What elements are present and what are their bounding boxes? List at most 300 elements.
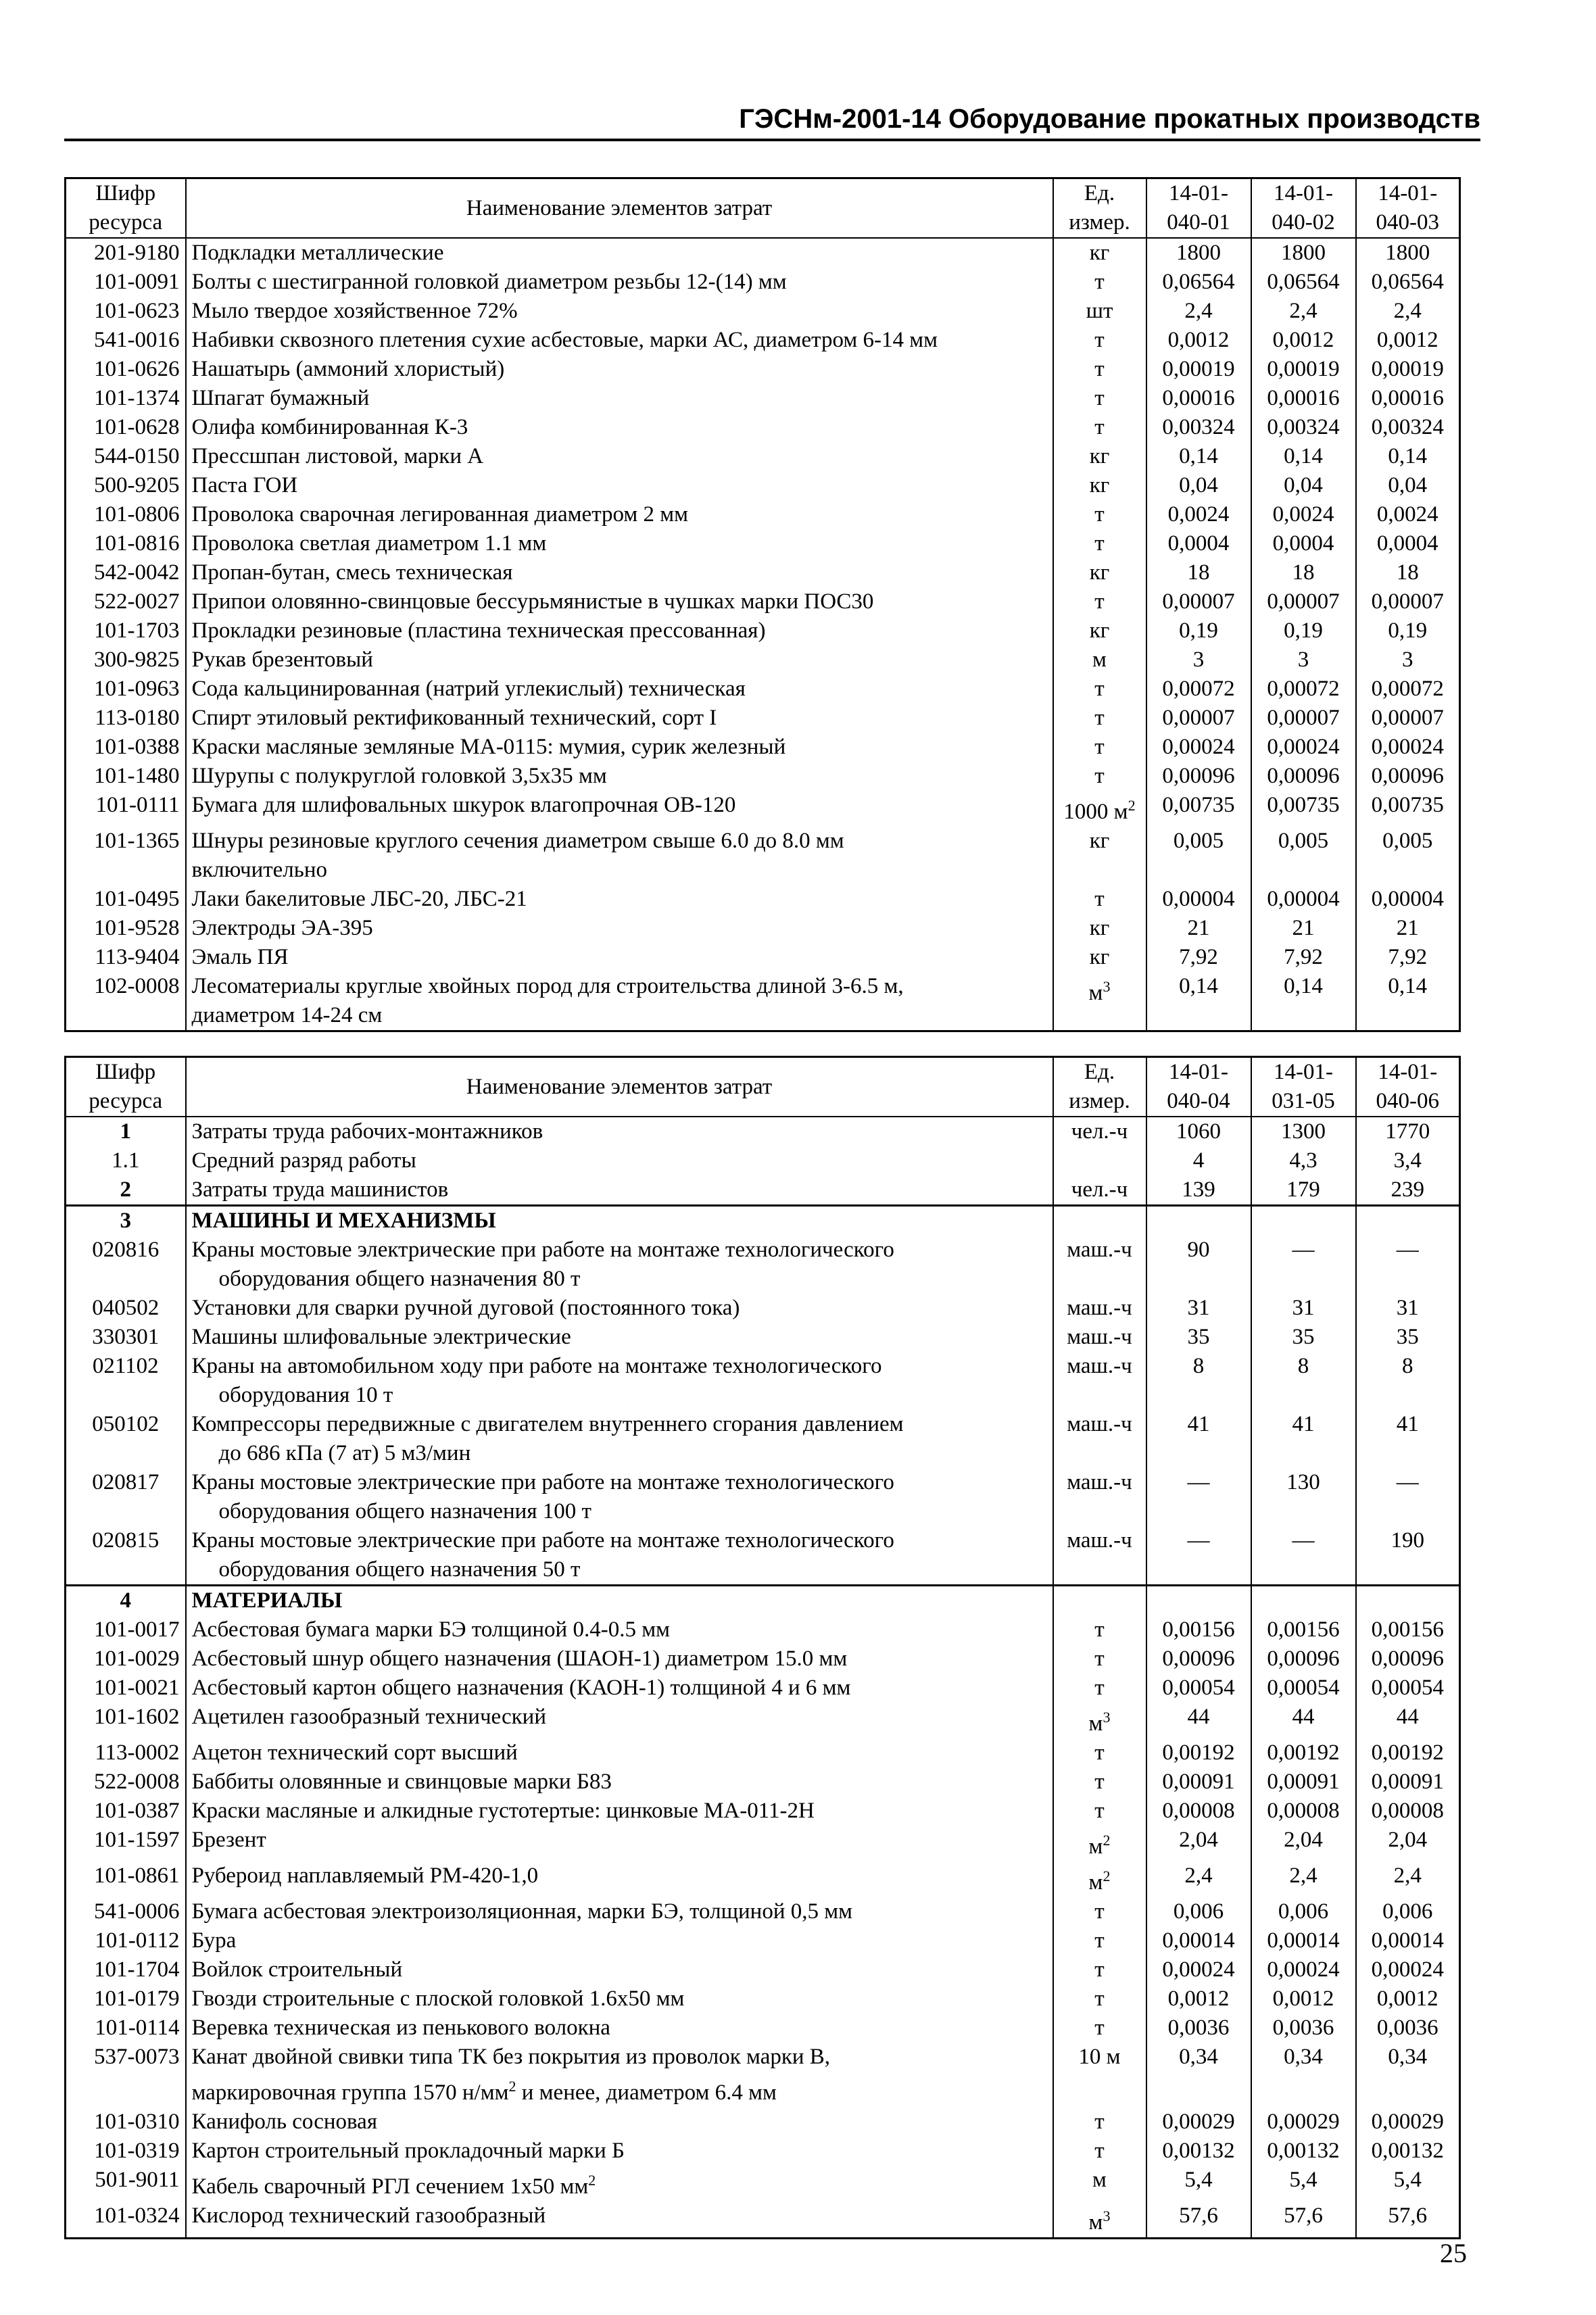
resource-name <box>186 1703 1053 1738</box>
unit-text: кг <box>1089 618 1110 643</box>
unit-of-measure <box>1053 558 1146 587</box>
resource-code: 101-0495 <box>66 885 186 914</box>
norm-value-1: 2,4 <box>1146 1861 1251 1897</box>
section-code: 3 <box>66 1206 186 1236</box>
resource-code: 101-0029 <box>66 1644 186 1674</box>
unit-of-measure <box>1053 500 1146 529</box>
page-header: ГЭСНм-2001-14 Оборудование прокатных производств <box>739 104 1480 134</box>
norm-value-1: 0,00096 <box>1146 1644 1251 1674</box>
norm-value-3: 57,6 <box>1356 2201 1460 2239</box>
norm-value-3: 0,00016 <box>1356 384 1460 413</box>
resource-code: 541-0016 <box>66 326 186 355</box>
norm-value-3: 0,00192 <box>1356 1738 1460 1768</box>
table-row <box>66 762 1460 791</box>
norm-value-3: 0,34 <box>1356 2043 1460 2107</box>
unit-text: м <box>1092 648 1107 672</box>
resource-name-text: Веревка техническая из пенькового волокна <box>191 2016 610 2040</box>
norm-value-1: 0,00029 <box>1146 2107 1251 2137</box>
norm-value-2: 0,00019 <box>1251 355 1356 384</box>
norm-value-2: 0,00096 <box>1251 762 1356 791</box>
unit-text: чел.-ч <box>1071 1177 1128 1202</box>
resource-name <box>186 2043 1053 2107</box>
resource-name <box>186 675 1053 704</box>
unit-of-measure <box>1053 2014 1146 2043</box>
resource-code: 101-1365 <box>66 827 186 885</box>
unit-text: т <box>1094 1899 1105 1924</box>
section-title: МАТЕРИАЛЫ <box>186 1586 1053 1616</box>
resource-code: 020816 <box>66 1236 186 1294</box>
norm-value-1: 41 <box>1146 1410 1251 1468</box>
norm-value-2: 0,0012 <box>1251 1984 1356 2014</box>
superscript: 3 <box>1103 978 1111 995</box>
table-row <box>66 1410 1460 1468</box>
unit-of-measure <box>1053 1797 1146 1826</box>
resource-name-text: Бумага для шлифовальных шкурок влагопрочная ОВ-120 <box>191 793 736 817</box>
unit-text: м <box>1088 1711 1103 1736</box>
unit-of-measure <box>1053 914 1146 943</box>
norm-value-1: 0,00054 <box>1146 1674 1251 1703</box>
unit-text: шт <box>1086 299 1113 323</box>
resource-name <box>186 1644 1053 1674</box>
resource-code: 020817 <box>66 1468 186 1526</box>
resource-code: 102-0008 <box>66 972 186 1031</box>
norm-value-3: 0,00004 <box>1356 885 1460 914</box>
table-row <box>66 1926 1460 1955</box>
resource-name-text: Краны мостовые электрические при работе на монтаже технологического <box>191 1238 894 1262</box>
resource-name-text: Эмаль ПЯ <box>191 945 289 969</box>
table-row <box>66 2107 1460 2137</box>
norm-value-1: 0,34 <box>1146 2043 1251 2107</box>
table-row <box>66 471 1460 500</box>
unit-text: т <box>1094 677 1105 701</box>
resource-code: 201-9180 <box>66 238 186 268</box>
resource-code: 101-1704 <box>66 1955 186 1984</box>
table-row <box>66 1644 1460 1674</box>
unit-text: т <box>1094 2016 1105 2040</box>
unit-text: маш.-ч <box>1067 1412 1132 1436</box>
resource-name <box>186 914 1053 943</box>
resource-name <box>186 1955 1053 1984</box>
resource-name <box>186 1468 1053 1526</box>
resource-name <box>186 238 1053 268</box>
table-row <box>66 529 1460 558</box>
norm-value-1: 7,92 <box>1146 943 1251 972</box>
resource-code: 113-0180 <box>66 704 186 733</box>
superscript: 2 <box>1103 1832 1111 1849</box>
unit-of-measure <box>1053 384 1146 413</box>
norm-value-2: 0,00091 <box>1251 1768 1356 1797</box>
norm-value-2: 0,0004 <box>1251 529 1356 558</box>
table-row <box>66 885 1460 914</box>
resource-name-text: Рубероид наплавляемый РМ-420-1,0 <box>191 1863 539 1888</box>
resource-name-text: Спирт этиловый ректификованный технический, сорт I <box>191 706 717 730</box>
unit-of-measure <box>1053 762 1146 791</box>
norm-value-3: 0,0036 <box>1356 2014 1460 2043</box>
resource-name <box>186 2014 1053 2043</box>
resource-code: 101-1703 <box>66 616 186 645</box>
norm-value-1: 8 <box>1146 1352 1251 1410</box>
norm-value-2: 0,0036 <box>1251 2014 1356 2043</box>
table-row <box>66 1797 1460 1826</box>
resource-name <box>186 1294 1053 1323</box>
resource-name-cont: до 686 кПа (7 ат) 5 м3/мин <box>218 1441 471 1465</box>
resource-name <box>186 972 1053 1031</box>
table-row <box>66 326 1460 355</box>
resource-name-text: Припои оловянно-свинцовые бессурьмянистые в чушках марки ПОС30 <box>191 589 874 614</box>
resource-name-text: Брезент <box>191 1828 266 1852</box>
unit-text: т <box>1094 706 1105 730</box>
unit-text: кг <box>1089 241 1110 265</box>
resource-code: 101-0310 <box>66 2107 186 2137</box>
col-norm-3-header: 14-01- 040-03 <box>1356 178 1460 239</box>
empty-cell <box>1146 1586 1251 1616</box>
col-unit-header: Ед. измер. <box>1053 178 1146 239</box>
norm-value-1: 0,14 <box>1146 972 1251 1031</box>
norm-value-2: 0,00008 <box>1251 1797 1356 1826</box>
table-row <box>66 1236 1460 1294</box>
norm-value-3: 0,00096 <box>1356 1644 1460 1674</box>
resource-name <box>186 2166 1053 2201</box>
page-number: 25 <box>1440 2238 1467 2268</box>
norm-value-3: 0,0012 <box>1356 1984 1460 2014</box>
table-row <box>66 2166 1460 2201</box>
norm-value-3: 18 <box>1356 558 1460 587</box>
superscript: 2 <box>1103 1868 1111 1884</box>
norm-value-2: 0,34 <box>1251 2043 1356 2107</box>
resource-name-text: Прессшпан листовой, марки А <box>191 444 484 468</box>
unit-text: кг <box>1089 829 1110 853</box>
superscript: 3 <box>1103 2208 1111 2224</box>
empty-cell <box>1053 1206 1146 1236</box>
table-row <box>66 384 1460 413</box>
table-row <box>66 645 1460 675</box>
table-row <box>66 587 1460 616</box>
unit-text: т <box>1094 2139 1105 2163</box>
norm-value-3: 0,19 <box>1356 616 1460 645</box>
resource-code: 101-0623 <box>66 297 186 326</box>
norm-value-2: 0,00016 <box>1251 384 1356 413</box>
norm-value-2: 0,14 <box>1251 442 1356 471</box>
resource-name <box>186 1738 1053 1768</box>
norm-value-2: 0,06564 <box>1251 268 1356 297</box>
unit-text: т <box>1094 589 1105 614</box>
section-code: 4 <box>66 1586 186 1616</box>
resource-name-text: Ацетилен газообразный технический <box>191 1705 547 1729</box>
unit-of-measure <box>1053 2043 1146 2107</box>
resource-code: 300-9825 <box>66 645 186 675</box>
unit-of-measure <box>1053 675 1146 704</box>
resource-name-text: Краски масляные и алкидные густотертые: цинковые МА-011-2Н <box>191 1799 815 1823</box>
unit-text: маш.-ч <box>1067 1528 1132 1553</box>
resource-name <box>186 1175 1053 1206</box>
unit-text: т <box>1094 887 1105 911</box>
resource-name-cont: оборудования 10 т <box>218 1383 393 1407</box>
unit-text: 10 м <box>1078 2045 1121 2069</box>
table-row <box>66 2014 1460 2043</box>
norm-value-2: 0,00096 <box>1251 1644 1356 1674</box>
norm-value-1: 3 <box>1146 645 1251 675</box>
resource-name <box>186 1352 1053 1410</box>
norm-value-2: 0,005 <box>1251 827 1356 885</box>
norm-value-1: 0,00007 <box>1146 704 1251 733</box>
unit-text: маш.-ч <box>1067 1296 1132 1320</box>
resource-name <box>186 1926 1053 1955</box>
unit-text: м <box>1088 1870 1103 1895</box>
norm-value-2: 1300 <box>1251 1117 1356 1146</box>
resource-name <box>186 1897 1053 1926</box>
norm-value-1: 0,00091 <box>1146 1768 1251 1797</box>
unit-text: т <box>1094 1799 1105 1823</box>
resource-code: 020815 <box>66 1526 186 1586</box>
norm-value-1: 0,00024 <box>1146 733 1251 762</box>
resource-name <box>186 442 1053 471</box>
norm-value-2: 0,00004 <box>1251 885 1356 914</box>
empty-cell <box>1251 1586 1356 1616</box>
norm-value-1: 57,6 <box>1146 2201 1251 2239</box>
resource-code: 101-0324 <box>66 2201 186 2239</box>
unit-of-measure <box>1053 704 1146 733</box>
norm-value-3: 0,00014 <box>1356 1926 1460 1955</box>
resource-code: 101-0816 <box>66 529 186 558</box>
norm-value-2: 3 <box>1251 645 1356 675</box>
unit-text: кг <box>1089 916 1110 940</box>
norm-value-3: 0,005 <box>1356 827 1460 885</box>
unit-of-measure <box>1053 616 1146 645</box>
resource-name-text: Войлок строительный <box>191 1957 403 1982</box>
resource-name-text: Мыло твердое хозяйственное 72% <box>191 299 518 323</box>
resource-code: 101-0179 <box>66 1984 186 2014</box>
resource-code: 522-0008 <box>66 1768 186 1797</box>
resource-name-text: Асбестовый картон общего назначения (КАОН-1) толщиной 4 и 6 мм <box>191 1676 851 1700</box>
norm-value-2: 1800 <box>1251 238 1356 268</box>
resource-name-text: Лаки бакелитовые ЛБС-20, ЛБС-21 <box>191 887 527 911</box>
resource-code: 113-9404 <box>66 943 186 972</box>
norm-value-1: 21 <box>1146 914 1251 943</box>
unit-text: т <box>1094 764 1105 788</box>
norm-value-1: 0,19 <box>1146 616 1251 645</box>
norm-value-2: 41 <box>1251 1410 1356 1468</box>
unit-of-measure <box>1053 268 1146 297</box>
table-row <box>66 238 1460 268</box>
unit-text: т <box>1094 270 1105 294</box>
resource-name-text: Затраты труда машинистов <box>191 1177 449 1202</box>
resource-name <box>186 645 1053 675</box>
norm-value-1: 2,4 <box>1146 297 1251 326</box>
resource-code: 330301 <box>66 1323 186 1352</box>
table-row <box>66 558 1460 587</box>
unit-text: т <box>1094 1987 1105 2011</box>
unit-of-measure <box>1053 1897 1146 1926</box>
norm-value-3: 0,00072 <box>1356 675 1460 704</box>
resource-name-cont: включительно <box>191 858 327 882</box>
empty-cell <box>1356 1586 1460 1616</box>
table-row <box>66 2043 1460 2107</box>
resource-code: 101-0387 <box>66 1797 186 1826</box>
resource-code: 101-0112 <box>66 1926 186 1955</box>
norm-value-2: 130 <box>1251 1468 1356 1526</box>
norm-value-1: 0,006 <box>1146 1897 1251 1926</box>
norm-value-3: — <box>1356 1468 1460 1526</box>
norm-value-1: 0,00014 <box>1146 1926 1251 1955</box>
col-norm-2-header: 14-01- 040-02 <box>1251 178 1356 239</box>
resource-name-text: Пропан-бутан, смесь техническая <box>191 560 513 585</box>
resource-name-text: Шурупы с полукруглой головкой 3,5x35 мм <box>191 764 607 788</box>
norm-value-1: 0,0004 <box>1146 529 1251 558</box>
table-row <box>66 1768 1460 1797</box>
resource-name-text: Кабель сварочный РГЛ сечением 1x50 мм <box>191 2174 589 2199</box>
unit-text: кг <box>1089 560 1110 585</box>
resource-code: 050102 <box>66 1410 186 1468</box>
resource-code: 101-0806 <box>66 500 186 529</box>
resource-code: 537-0073 <box>66 2043 186 2107</box>
unit-text: т <box>1094 2110 1105 2134</box>
norm-value-3: 3,4 <box>1356 1146 1460 1175</box>
resource-name-text: Картон строительный прокладочный марки Б <box>191 2139 625 2163</box>
unit-text: т <box>1094 328 1105 352</box>
norm-value-3: 0,0004 <box>1356 529 1460 558</box>
resource-name-text: Ацетон технический сорт высший <box>191 1740 518 1765</box>
table-row <box>66 1897 1460 1926</box>
resource-name <box>186 1861 1053 1897</box>
unit-text: т <box>1094 735 1105 759</box>
resource-name-text: Асбестовая бумага марки БЭ толщиной 0.4-0.5 мм <box>191 1617 670 1642</box>
resource-code: 021102 <box>66 1352 186 1410</box>
norm-value-1: 0,0036 <box>1146 2014 1251 2043</box>
unit-text: кг <box>1089 444 1110 468</box>
norm-value-2: 31 <box>1251 1294 1356 1323</box>
resource-name-text: Канат двойной свивки типа ТК без покрытия из проволок марки В, <box>191 2045 831 2069</box>
norm-value-2: 0,006 <box>1251 1897 1356 1926</box>
resource-code: 101-1480 <box>66 762 186 791</box>
table-row <box>66 827 1460 885</box>
col-code-header: Шифр ресурса <box>66 1057 186 1117</box>
resource-name <box>186 1146 1053 1175</box>
resource-name-text: Кислород технический газообразный <box>191 2203 546 2228</box>
resource-name <box>186 762 1053 791</box>
unit-of-measure <box>1053 1644 1146 1674</box>
unit-of-measure <box>1053 1352 1146 1410</box>
col-name-header: Наименование элементов затрат <box>186 178 1053 239</box>
unit-of-measure <box>1053 355 1146 384</box>
resource-name <box>186 1323 1053 1352</box>
resource-code: 101-0963 <box>66 675 186 704</box>
norm-value-1: 1800 <box>1146 238 1251 268</box>
resource-code: 522-0027 <box>66 587 186 616</box>
resource-name <box>186 827 1053 885</box>
norm-value-2: 0,00132 <box>1251 2137 1356 2166</box>
resource-name-cont <box>192 2072 1047 2107</box>
unit-of-measure <box>1053 1955 1146 1984</box>
unit-text: м <box>1088 2210 1103 2235</box>
resource-name-text: Проволока светлая диаметром 1.1 мм <box>191 531 547 556</box>
resource-name-cont: оборудования общего назначения 100 т <box>218 1499 591 1524</box>
norm-value-1: 1060 <box>1146 1117 1251 1146</box>
unit-text: м <box>1092 2168 1107 2192</box>
norm-value-3: 3 <box>1356 645 1460 675</box>
empty-cell <box>1053 1586 1146 1616</box>
norm-value-2: 0,0012 <box>1251 326 1356 355</box>
resource-name <box>186 791 1053 827</box>
norm-value-3: 239 <box>1356 1175 1460 1206</box>
resource-name-text: Шнуры резиновые круглого сечения диаметром свыше 6.0 до 8.0 мм <box>191 829 844 853</box>
unit-of-measure <box>1053 442 1146 471</box>
norm-value-2: 2,4 <box>1251 1861 1356 1897</box>
unit-of-measure <box>1053 238 1146 268</box>
resource-name-text: Баббиты оловянные и свинцовые марки Б83 <box>191 1770 612 1794</box>
unit-text: кг <box>1089 473 1110 497</box>
resource-name <box>186 558 1053 587</box>
norm-value-2: 35 <box>1251 1323 1356 1352</box>
resource-code: 1 <box>66 1117 186 1146</box>
materials-table-1 <box>64 177 1461 1032</box>
resource-name <box>186 2201 1053 2239</box>
col-norm-3-header: 14-01- 040-06 <box>1356 1057 1460 1117</box>
table-header-row <box>66 178 1460 239</box>
unit-of-measure <box>1053 2137 1146 2166</box>
resource-code: 101-0626 <box>66 355 186 384</box>
table-row <box>66 616 1460 645</box>
resource-code: 101-0114 <box>66 2014 186 2043</box>
unit-text: т <box>1094 1770 1105 1794</box>
unit-text: т <box>1094 1676 1105 1700</box>
norm-value-2: 57,6 <box>1251 2201 1356 2239</box>
norm-value-2: 0,00014 <box>1251 1926 1356 1955</box>
norm-value-1: 31 <box>1146 1294 1251 1323</box>
resource-name <box>186 529 1053 558</box>
resource-code: 542-0042 <box>66 558 186 587</box>
norm-value-1: — <box>1146 1468 1251 1526</box>
unit-text: маш.-ч <box>1067 1354 1132 1378</box>
resources-table-2 <box>64 1056 1461 2239</box>
resource-name <box>186 384 1053 413</box>
table-row <box>66 355 1460 384</box>
norm-value-3: 0,00007 <box>1356 587 1460 616</box>
col-norm-2-header: 14-01- 031-05 <box>1251 1057 1356 1117</box>
unit-of-measure <box>1053 471 1146 500</box>
table-row <box>66 413 1460 442</box>
norm-value-2: 0,14 <box>1251 972 1356 1031</box>
col-unit-header: Ед. измер. <box>1053 1057 1146 1117</box>
norm-value-3: 0,0012 <box>1356 326 1460 355</box>
superscript: 2 <box>508 2078 516 2095</box>
resource-code: 101-1597 <box>66 1826 186 1861</box>
resource-name <box>186 1768 1053 1797</box>
resource-name <box>186 413 1053 442</box>
table-row <box>66 914 1460 943</box>
resource-name-text: Проволока сварочная легированная диаметром 2 мм <box>191 502 689 527</box>
norm-value-2: 0,00007 <box>1251 587 1356 616</box>
unit-of-measure <box>1053 1768 1146 1797</box>
table-row <box>66 791 1460 827</box>
norm-value-3: 0,14 <box>1356 972 1460 1031</box>
table-row <box>66 297 1460 326</box>
norm-value-1: 0,04 <box>1146 471 1251 500</box>
unit-of-measure <box>1053 1468 1146 1526</box>
norm-value-1: 18 <box>1146 558 1251 587</box>
norm-value-1: 0,00008 <box>1146 1797 1251 1826</box>
unit-of-measure <box>1053 1674 1146 1703</box>
unit-of-measure <box>1053 2201 1146 2239</box>
unit-text: м <box>1088 981 1103 1005</box>
table-row <box>66 2137 1460 2166</box>
norm-value-3: 0,14 <box>1356 442 1460 471</box>
table-row <box>66 1615 1460 1644</box>
resource-name-text: Паста ГОИ <box>191 473 298 497</box>
unit-of-measure <box>1053 1984 1146 2014</box>
unit-text: маш.-ч <box>1067 1238 1132 1262</box>
unit-text: 1000 м <box>1063 800 1128 824</box>
norm-value-2: 0,00324 <box>1251 413 1356 442</box>
